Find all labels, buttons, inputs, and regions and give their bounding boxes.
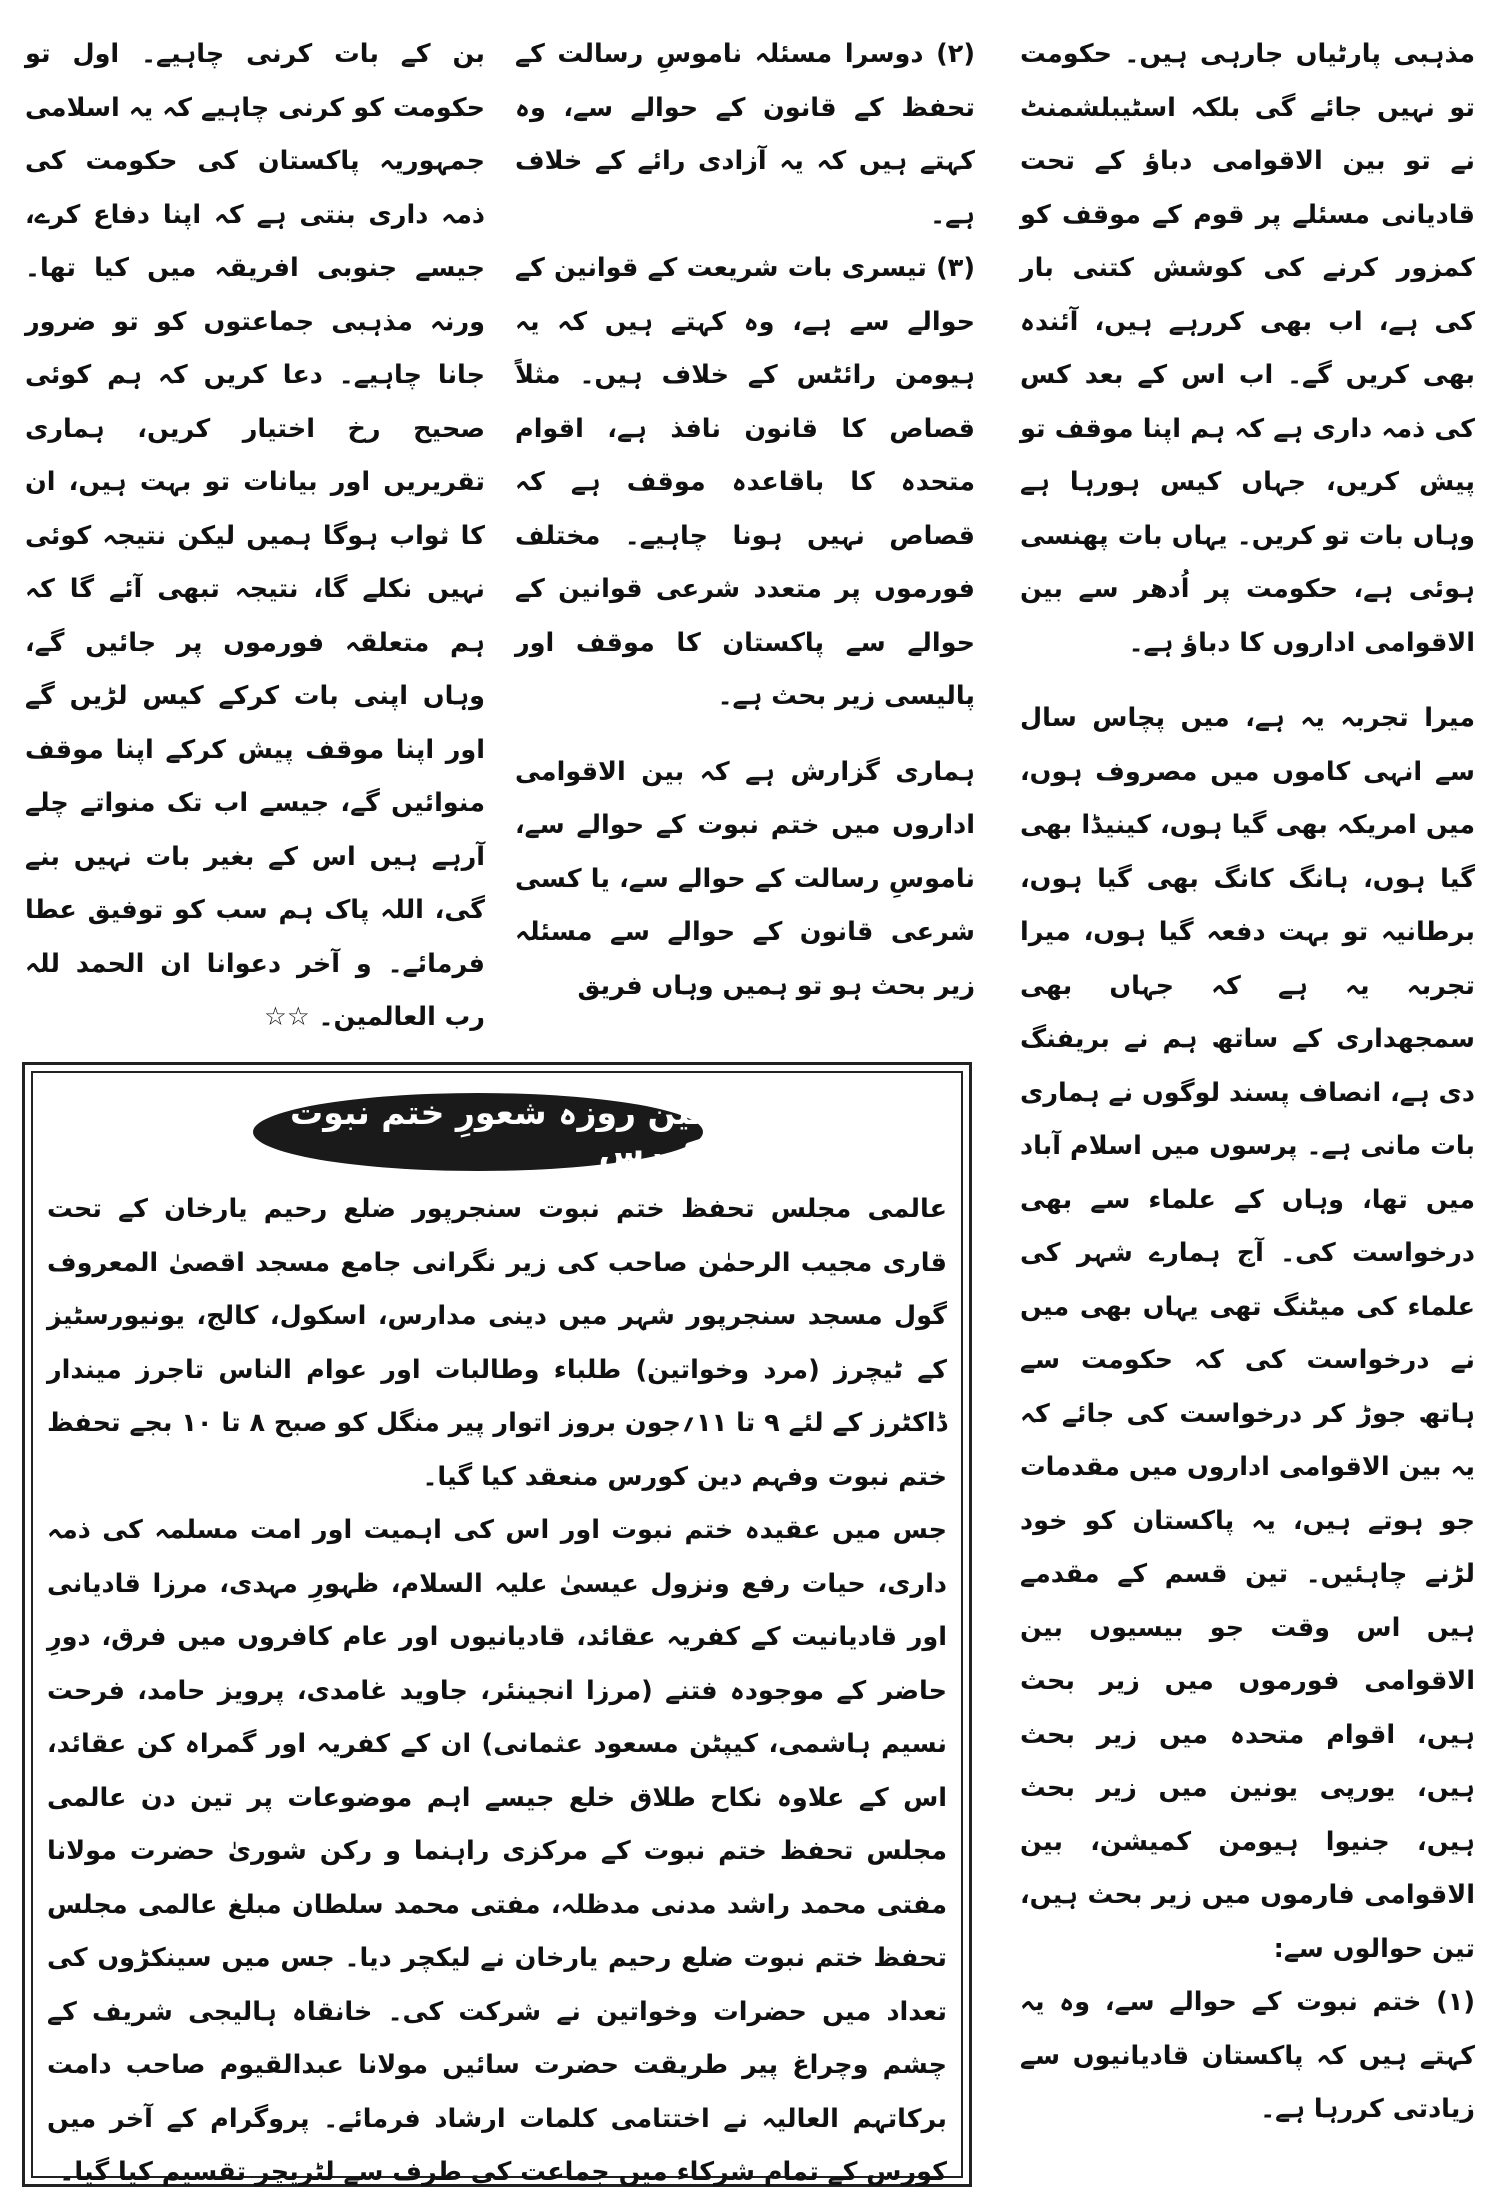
article-column-right [1020,28,1475,2137]
paragraph: (۳) تیسری بات شریعت کے قوانین کے حوالے سے ہے، وہ کہتے ہیں کہ یہ ہیومن رائٹس کے خلاف ہیں۔ مثلاً قصاص کا قانون نافذ ہے، اقوام متحدہ کا باقاعدہ موقف ہے کہ قصاص نہیں ہونا چاہیے۔ مختلف فورموں پر متعدد شرعی قوانین کے حوالے سے پاکستان کا موقف اور پالیسی زیر بحث ہے۔ [515,253,975,711]
paragraph: (۲) دوسرا مسئلہ ناموسِ رسالت کے تحفظ کے قانون کے حوالے سے، وہ کہتے ہیں کہ یہ آزادی رائے کے خلاف ہے۔ [515,39,975,230]
article-column-middle [515,28,975,1013]
box-title-banner: تین روزہ شعورِ ختم نبوت کورس [253,1093,703,1171]
paragraph: میرا تجربہ یہ ہے، میں پچاس سال سے انہی کاموں میں مصروف ہوں، میں امریکہ بھی گیا ہوں، کینیڈا بھی گیا ہوں، ہانگ کانگ بھی گیا ہوں، برطانیہ تو بہت دفعہ گیا ہوں، میرا تجربہ یہ ہے کہ جہاں بھی سمجھداری کے ساتھ ہم نے بریفنگ دی ہے، انصاف پسند لوگوں نے ہماری بات مانی ہے۔ پرسوں میں اسلام آباد میں تھا، وہاں کے علماء سے بھی درخواست کی۔ آج ہمارے شہر کی علماء کی میٹنگ تھی یہاں بھی میں نے درخواست کی کہ حکومت سے ہاتھ جوڑ کر درخواست کی جائے کہ یہ بین الاقوامی اداروں میں مقدمات جو ہوتے ہیں، یہ پاکستان کو خود لڑنے چاہئیں۔ تین قسم کے مقدمے ہیں اس وقت جو بیسیوں بین الاقوامی فورموں میں زیر بحث ہیں، اقوام متحدہ میں زیر بحث ہیں، یورپی یونین میں زیر بحث ہیں، جنیوا ہیومن کمیشن، بین الاقوامی فارموں میں زیر بحث ہیں، تین حوالوں سے: [1020,703,1475,1964]
box-paragraph: جس میں عقیدہ ختم نبوت اور اس کی اہمیت اور امت مسلمہ کی ذمہ داری، حیات رفع ونزول عیسیٰ علیہ السلام، ظہورِ مہدی، مرزا قادیانی اور قادیانیت کے کفریہ عقائد، قادیانیوں اور عام کافروں میں فرق، دورِ حاضر کے موجودہ فتنے (مرزا انجینئر، جاوید غامدی، پرویز حامد، فرحت نسیم ہاشمی، کیپٹن مسعود عثمانی) ان کے کفریہ اور گمراہ کن عقائد، اس کے علاوہ نکاح طلاق خلع جیسے اہم موضوعات پر تین دن عالمی مجلس تحفظ ختم نبوت کے مرکزی راہنما و رکن شوریٰ حضرت مولانا مفتی محمد راشد مدنی مدظلہ، مفتی محمد سلطان مبلغ عالمی مجلس تحفظ ختم نبوت ضلع رحیم یارخان نے لیکچر دیا۔ جس میں سینکڑوں کی تعداد میں حضرات وخواتین نے شرکت کی۔ خانقاہ ہالیجی شریف کے چشم وچراغ پیر طریقت حضرت سائیں مولانا عبدالقیوم صاحب دامت برکاتہم العالیہ نے اختتامی کلمات ارشاد فرمائے۔ پروگرام کے آخر میں کورس کے تمام شرکاء میں جماعت کی طرف سے لٹریچر تقسیم کیا گیا۔ [47,1515,947,2187]
article-column-left [25,28,485,1045]
paragraph: (۱) ختم نبوت کے حوالے سے، وہ یہ کہتے ہیں کہ پاکستان قادیانیوں سے زیادتی کررہا ہے۔ [1020,1987,1475,2124]
paragraph: بن کے بات کرنی چاہیے۔ اول تو حکومت کو کرنی چاہیے کہ یہ اسلامی جمہوریہ پاکستان کی حکومت کی ذمہ داری بنتی ہے کہ اپنا دفاع کرے، جیسے جنوبی افریقہ میں کیا تھا۔ ورنہ مذہبی جماعتوں کو تو ضرور جانا چاہیے۔ دعا کریں کہ ہم کوئی صحیح رخ اختیار کریں، ہماری تقریریں اور بیانات تو بہت ہیں، ان کا ثواب ہوگا ہمیں لیکن نتیجہ کوئی نہیں نکلے گا، نتیجہ تبھی آئے گا کہ ہم متعلقہ فورموں پر جائیں گے، وہاں اپنی بات کرکے کیس لڑیں گے اور اپنا موقف پیش کرکے اپنا موقف منوائیں گے، جیسے اب تک منواتے چلے آرہے ہیں اس کے بغیر بات نہیں بنے گی، اللہ پاک ہم سب کو توفیق عطا فرمائے۔ و آخر دعوانا ان الحمد للہ رب العالمین۔ ☆☆ [25,39,485,1032]
box-body [47,1183,947,2200]
paragraph: مذہبی پارٹیاں جارہی ہیں۔ حکومت تو نہیں جائے گی بلکہ اسٹیبلشمنٹ نے تو بین الاقوامی دباؤ کے تحت قادیانی مسئلے پر قوم کے موقف کو کمزور کرنے کی کوشش کتنی بار کی ہے، اب بھی کررہے ہیں، آئندہ بھی کریں گے۔ اب اس کے بعد کس کی ذمہ داری ہے کہ ہم اپنا موقف تو پیش کریں، جہاں کیس ہورہا ہے وہاں بات تو کریں۔ یہاں بات پھنسی ہوئی ہے، حکومت پر اُدھر سے بین الاقوامی اداروں کا دباؤ ہے۔ [1020,39,1475,658]
paragraph: ہماری گزارش ہے کہ بین الاقوامی اداروں میں ختم نبوت کے حوالے سے، ناموسِ رسالت کے حوالے سے، یا کسی شرعی قانون کے حوالے سے مسئلہ زیر بحث ہو تو ہمیں وہاں فریق [515,756,975,1001]
box-paragraph: عالمی مجلس تحفظ ختم نبوت سنجرپور ضلع رحیم یارخان کے تحت قاری مجیب الرحمٰن صاحب کی زیر نگرانی جامع مسجد اقصیٰ المعروف گول مسجد سنجرپور شہر میں دینی مدارس، اسکول، کالج، یونیورسٹیز کے ٹیچرز (مرد وخواتین) طلباء وطالبات اور عوام الناس تاجرز میندار ڈاکٹرز کے لئے ۹ تا ۱۱؍جون بروز اتوار پیر منگل کو صبح ۸ تا ۱۰ بجے تحفظ ختم نبوت وفہم دین کورس منعقد کیا گیا۔ [47,1194,947,1492]
news-box [22,1062,972,2187]
